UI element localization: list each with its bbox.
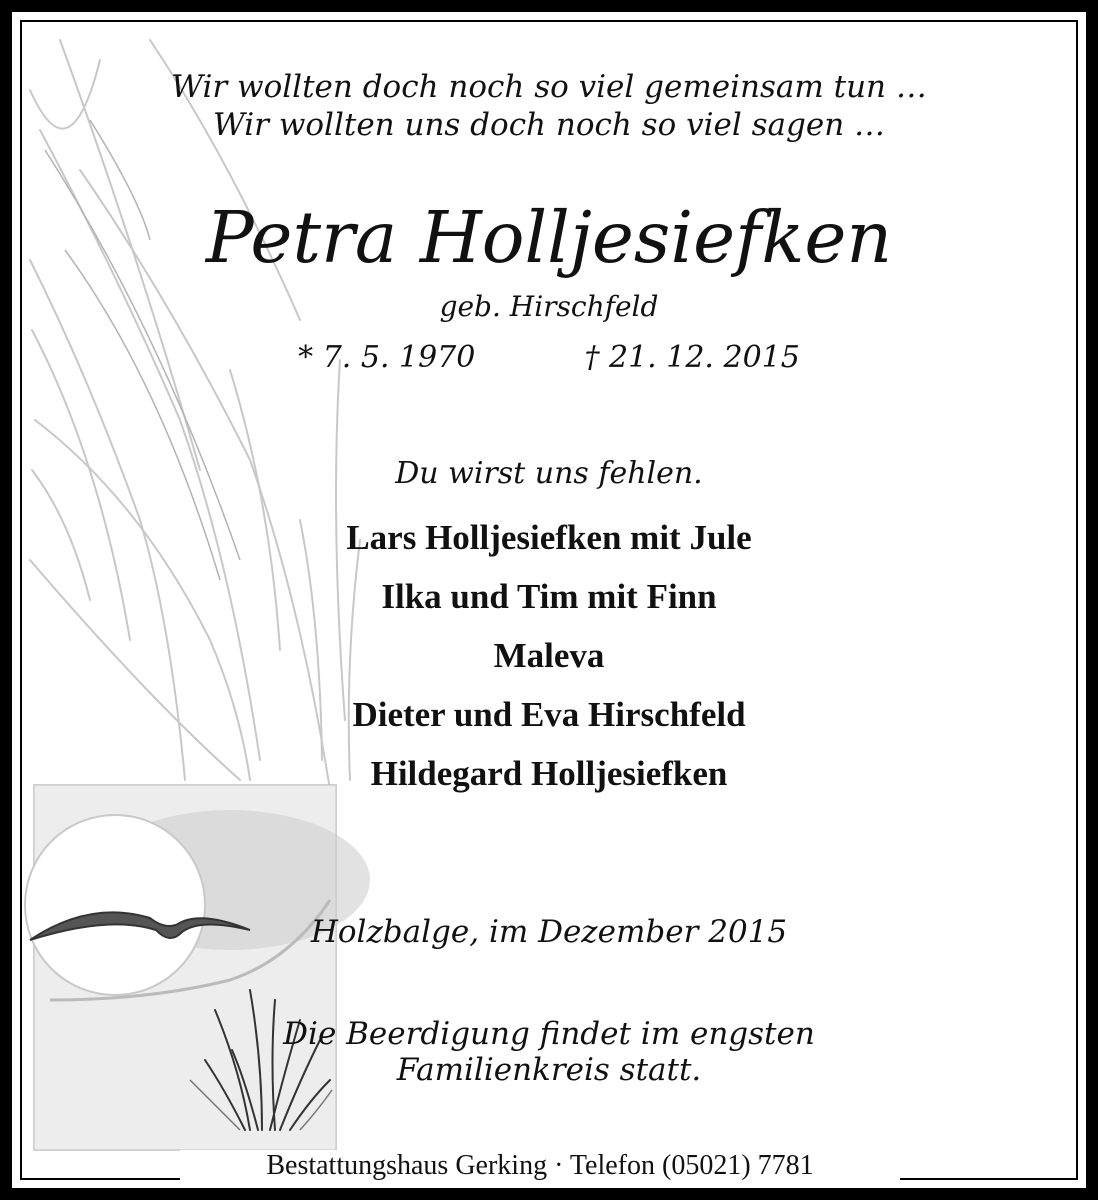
mourner-name: Hildegard Holljesiefken — [370, 754, 728, 793]
farewell-line: Du wirst uns fehlen. — [395, 456, 703, 491]
funeral-note-line-1: Die Beerdigung findet im engsten — [283, 1016, 815, 1052]
death-date: † 21. 12. 2015 — [584, 340, 800, 375]
funeral-note-line-2: Familienkreis statt. — [396, 1052, 702, 1088]
birth-name: geb. Hirschfeld — [439, 290, 659, 323]
life-dates — [0, 340, 1098, 375]
mourner-name: Dieter und Eva Hirschfeld — [352, 695, 746, 734]
deceased-name: Petra Holljesiefken — [205, 196, 893, 279]
mourner-name: Maleva — [493, 636, 605, 675]
funeral-home-footer: Bestattungshaus Gerking · Telefon (05021) 7781 — [180, 1150, 900, 1182]
funeral-note — [0, 1016, 1098, 1088]
motto-line-1: Wir wollten doch noch so viel gemeinsam tun … — [171, 69, 927, 105]
place-and-date: Holzbalge, im Dezember 2015 — [310, 914, 788, 950]
mourner-name: Lars Holljesiefken mit Jule — [346, 518, 752, 557]
motto-line-2: Wir wollten uns doch noch so viel sagen … — [212, 107, 886, 143]
mourners-list — [0, 508, 1098, 803]
mourner-name: Ilka und Tim mit Finn — [381, 577, 717, 616]
birth-date: * 7. 5. 1970 — [298, 340, 476, 375]
sunset-bird-sketch — [25, 785, 370, 1150]
motto-verse — [0, 68, 1098, 144]
